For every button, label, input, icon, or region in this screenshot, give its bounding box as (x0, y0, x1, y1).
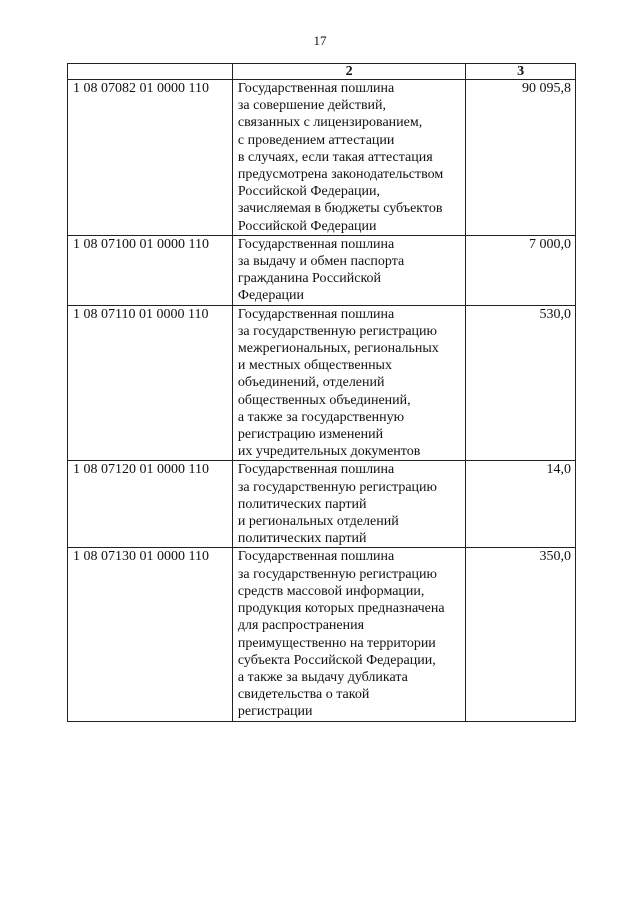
budget-code-cell: 1 08 07120 01 0000 110 (68, 461, 233, 548)
description-cell: Государственная пошлина за выдачу и обмен паспорта гражданина Российской Федерации (232, 235, 465, 305)
budget-code-cell: 1 08 07100 01 0000 110 (68, 235, 233, 305)
column-header-description: 2 (232, 64, 465, 80)
description-cell: Государственная пошлина за государственную регистрацию политических партий и региональных отделений политических партий (232, 461, 465, 548)
budget-code-cell: 1 08 07110 01 0000 110 (68, 305, 233, 461)
description-cell: Государственная пошлина за совершение действий, связанных с лицензированием, с проведением аттестации в случаях, если такая аттестация предусмотрена законодательством Российской Федерации, зачисляемая в бюджеты субъектов Российской Федерации (232, 80, 465, 236)
table-row (68, 80, 576, 236)
description-cell: Государственная пошлина за государственную регистрацию средств массовой информации, продукция которых предназначена для распространения преимущественно на территории субъекта Российской Федерации, а также за выдачу дубликата свидетельства о такой регистрации (232, 548, 465, 721)
amount-cell: 350,0 (466, 548, 576, 721)
budget-code-cell: 1 08 07082 01 0000 110 (68, 80, 233, 236)
amount-cell: 7 000,0 (466, 235, 576, 305)
table-row (68, 235, 576, 305)
table-row (68, 305, 576, 461)
column-header-amount: 3 (466, 64, 576, 80)
table-header-row (68, 64, 576, 80)
table-row (68, 461, 576, 548)
amount-cell: 530,0 (466, 305, 576, 461)
budget-code-cell: 1 08 07130 01 0000 110 (68, 548, 233, 721)
page-number: 17 (313, 33, 327, 48)
amount-cell: 90 095,8 (466, 80, 576, 236)
budget-revenue-table (67, 63, 576, 722)
description-cell: Государственная пошлина за государственную регистрацию межрегиональных, региональных и местных общественных объединений, отделений общественных объединений, а также за государственную регистрацию изменений их учредительных документов (232, 305, 465, 461)
column-header-code (68, 64, 233, 80)
table-row (68, 548, 576, 721)
amount-cell: 14,0 (466, 461, 576, 548)
